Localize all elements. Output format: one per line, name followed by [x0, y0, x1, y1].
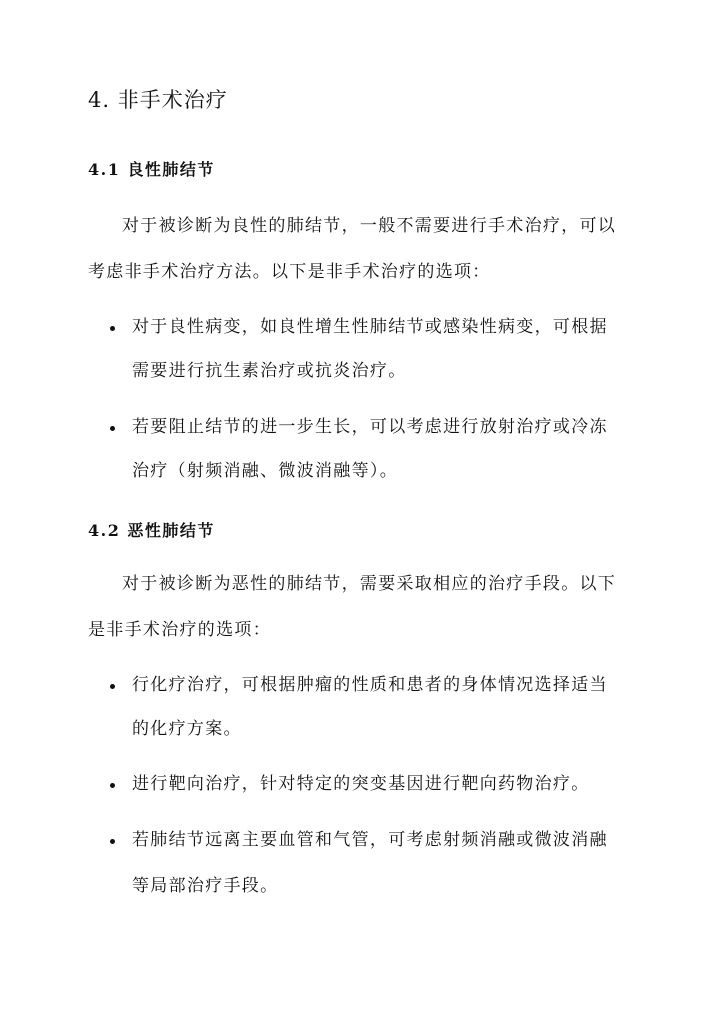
list-item-line: 治疗（射频消融、微波消融等）。	[132, 461, 398, 481]
bullet-dot	[110, 684, 115, 689]
list-item-line: 行化疗治疗，可根据肿瘤的性质和患者的身体情况选择适当	[132, 675, 608, 695]
main-heading: 4. 非手术治疗	[88, 88, 228, 112]
list-item-line: 进行靶向治疗，针对特定的突变基因进行靶向药物治疗。	[132, 774, 590, 794]
list-item-line: 若肺结节远离主要血管和气管，可考虑射频消融或微波消融	[132, 830, 608, 850]
paragraph-line: 是非手术治疗的选项：	[88, 620, 271, 640]
list-item-line: 对于良性病变，如良性增生性肺结节或感染性病变，可根据	[132, 317, 608, 337]
list-item-line: 需要进行抗生素治疗或抗炎治疗。	[132, 361, 407, 381]
section-heading-benign: 4.1 良性肺结节	[88, 160, 215, 179]
list-item-line: 若要阻止结节的进一步生长，可以考虑进行放射治疗或冷冻	[132, 417, 608, 437]
bullet-dot	[110, 426, 115, 431]
list-item-line: 等局部治疗手段。	[132, 876, 279, 896]
list-item-line: 的化疗方案。	[132, 719, 242, 739]
paragraph-line: 对于被诊断为恶性的肺结节，需要采取相应的治疗手段。以下	[122, 574, 617, 594]
bullet-dot	[110, 783, 115, 788]
section-heading-malignant: 4.2 恶性肺结节	[88, 521, 215, 540]
bullet-dot	[110, 839, 115, 844]
bullet-dot	[110, 326, 115, 331]
paragraph-line: 对于被诊断为良性的肺结节，一般不需要进行手术治疗，可以	[122, 216, 617, 236]
paragraph-line: 考虑非手术治疗方法。以下是非手术治疗的选项：	[88, 262, 491, 282]
